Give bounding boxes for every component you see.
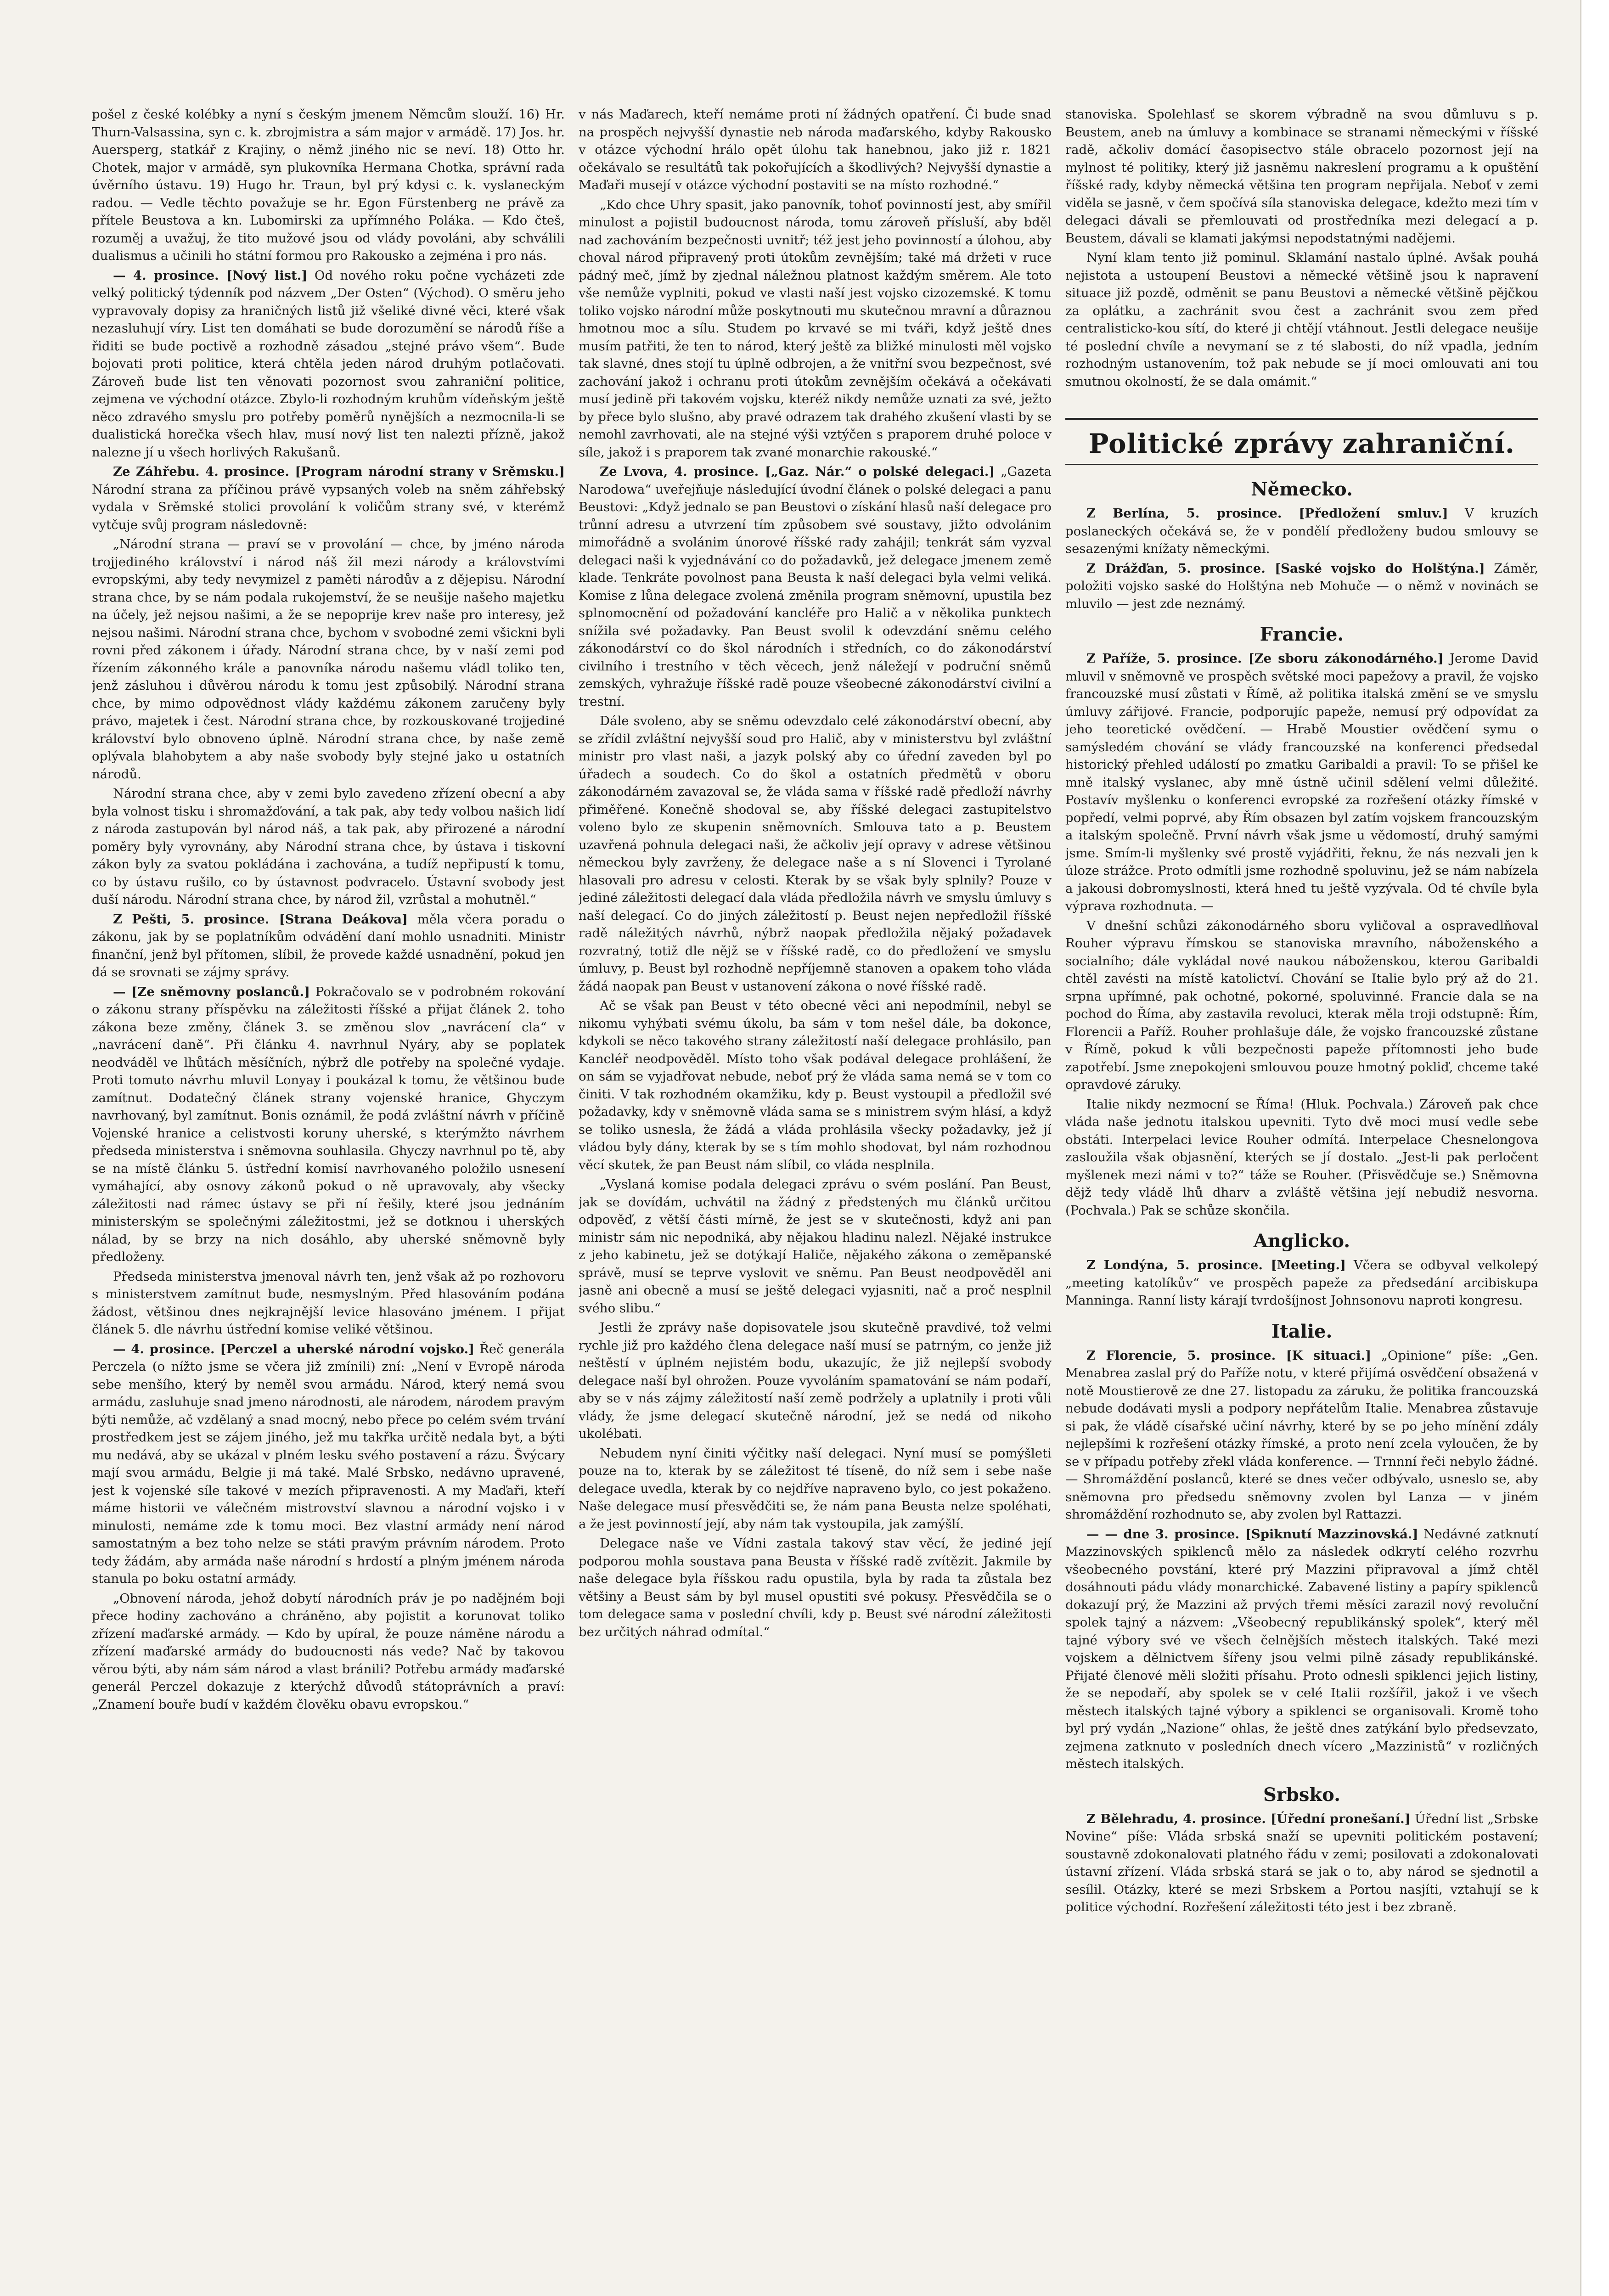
article-paragraph xyxy=(1065,1525,1538,1773)
article-paragraph xyxy=(92,106,565,265)
article-paragraph xyxy=(1065,650,1538,915)
article-paragraph xyxy=(579,712,1052,995)
paragraph-text: Italie nikdy nezmocní se Říma! (Hluk. Pochvala.) Zároveň pak chce vláda naše jednotu italskou upevniti. Tyto dvě moci musí vedle sebe obstáti. Interpelaci levice Rouher odmítá. Interpelace Chesnelongova zasloužila však objasnění, kterých se jí dostalo. „Jest-li pak perločent myšlenek mezi námi v to?“ táže se Rouher. (Přisvědčuje se.) Sněmovna dějž tedy vládě lhů dharv a zvláště většina její nebudiž nesvorna. (Pochvala.) Pak se schůze skončila. xyxy=(1065,1097,1538,1218)
dateline: — 4. prosince. [Nový list.] xyxy=(113,268,308,283)
paragraph-text: „Opinione“ píše: „Gen. Menabrea zaslal prý do Paříže notu, v které přijímá osvědčení obsažená v notě Moustierově ze dne 27. listopadu za záruku, že politika francouzská nebude dodávati mysli a podpory nepřátelům Italie. Menabrea zůstavuje si pak, že vládě císařské učiní návrhy, které by se po jeho mínění zdály nejlepšími k rozřešení otázky římské, a proto není zcela vyloučen, že by se v případu potřeby zřekl vláda konference. — Trnnní řeči nebylo žádné. — Shromáždění poslanců, které se dnes večer odbývalo, usneslo se, aby sněmovna pro předsedu sněmovny zvolen byl Lanza — v jiném shromáždění rozhodnuto se, aby zvolen byl Rattazzi. xyxy=(1065,1348,1538,1522)
paragraph-text: Řeč generála Perczela (o nížto jsme se včera již zmínili) zní: „Není v Evropě národa sebe menšího, který by neměl svou armádu. Národ, který nemá svou armádu, zasluhuje snad jmeno národnosti, ale národem, národem pravým býti nemůže, ač vzdělaný a snad mocný, nebo přece po celém svém trvání prostředkem jest se zájem jiného, jež mu takřka určitě nedala byt, a býti mu nedává, aby se ukázal v plném lesku svého postavení a rázu. Švýcary mají svou armádu, Belgie ji má také. Malé Srbsko, nedávno upravené, jest k vojenské síle takové v mezích připravenosti. A my Maďaři, kteří máme historii ve válečném mistrovství slavnou a národní vojsko i v minulosti, nemáme zde k tomu moci. Bez vlastní armády není národ samostatným a bez toho nelze se státi pravým právním národem. Proto tedy žádám, aby armáda naše národní s hrdostí a plným jménem národa stanula po boku ostatní armády. xyxy=(92,1341,565,1586)
dateline: Z Florencie, 5. prosince. [K situaci.] xyxy=(1086,1348,1372,1363)
article-paragraph xyxy=(92,1268,565,1339)
paragraph-text: Včera se odbyval velkolepý „meeting katolíkův“ ve prospěch papeže za předsedání arcibiskupa Manninga. Ranní listy kárají tvrdošíjnost Johnsonovu naproti kongresu. xyxy=(1065,1258,1538,1308)
paragraph-text: Národní strana chce, aby v zemi bylo zavedeno zřízení obecní a aby byla volnost tisku i shromažďování, a tak pak, aby tedy volbou našich lidí z národa zastupován byl národ náš, a tak pak, aby přirozené a národní poměry byly vyrovnány, aby Národní strana chce, by ústava i tiskovní zákon byly za svatou pokládána i zachována, a tudíž nepřipustí k tomu, co by ústavu rušilo, co by ústavnost podvracelo. Ústavní svobody jest duší národu. Národní strana chce, by národ žil, vzrůstal a mohutněl.“ xyxy=(92,786,565,907)
article-paragraph xyxy=(579,997,1052,1174)
article-paragraph xyxy=(1065,106,1538,247)
columns-container xyxy=(92,106,1538,2296)
article-paragraph xyxy=(1065,505,1538,558)
article-paragraph xyxy=(1065,917,1538,1094)
article-paragraph xyxy=(579,463,1052,710)
paragraph-text: měla včera poradu o zákonu, jak by se poplatníkům odvádění daní mohlo usnadniti. Ministr finanční, jenž byl přítomen, slíbil, že provede každé usnadnění, pokud jen dá se srovnati se zájmy správy. xyxy=(92,912,565,979)
paragraph-text: Úřední list „Srbske Novine“ píše: Vláda srbská snaží se upevniti politickém postavení; soustavně zdokonalovati platného řádu v zemi; posilovati a zdokonalovati ústavní zřízení. Vláda srbská stará se jak o to, aby národ se sjednotil a sesílil. Otázky, které se mezi Srbskem a Portou nasjíti, vztahují se k politice východní. Rozřešení záležitosti této jest i bez zbraně. xyxy=(1065,1811,1538,1914)
article-paragraph xyxy=(579,1176,1052,1317)
paragraph-text: Záměr, položiti vojsko saské do Holštýna neb Mohuče — o němž v novinách se mluvilo — jest zde neznámý. xyxy=(1065,561,1538,611)
paragraph-text: Předseda ministerstva jmenoval návrh ten, jenž však až po rozhovoru s ministerstvem zamítnut bude, nesmyslným. Před hlasováním podána žádost, většinou dnes nejkrajnější levice hlasováno jménem. I přijat článek 5. dle návrhu ústřední komise veliké většinou. xyxy=(92,1269,565,1337)
paragraph-text: stanoviska. Spolehlasť se skorem výbradně na svou důmluvu s p. Beustem, aneb na úmluvy a kombinace se stranami německými v říšské radě, ačkoliv domácí časopisectvo stále obracelo pozornost její na mylnost té politiky, který již jasněmu nakreslení programu a k opuštění říšské rady, kdyby německá většina ten program nepřijala. Neboť v zemi viděla se jasně, v čem spočívá síla stanoviska delegace, kdežto mezi tím v delegaci dávali se přemlouvati od prostředníka mezi delegací a p. Beustem, dávali se klamati jakýmsi nepodstatnými nadějemi. xyxy=(1065,107,1538,246)
dateline: — — dne 3. prosince. [Spiknutí Mazzinovská.] xyxy=(1086,1526,1418,1542)
article-paragraph xyxy=(92,785,565,909)
article-paragraph xyxy=(92,911,565,981)
paragraph-text: Delegace naše ve Vídni zastala takový stav věcí, že jediné její podporou mohla soustava pana Beusta v říšské radě zvítězit. Jakmile by naše delegace byla říšskou radu opustila, byla by rada ta zůstala bez většiny a Beust sám by byl musel opustiti své pokusy. Přesvědčila se o tom delegace sama v poslední chvíli, kdy p. Beust své národní záležitosti bez určitých náhrad odmítal.“ xyxy=(579,1536,1052,1639)
paragraph-text: Nyní klam tento již pominul. Sklamání nastalo úplné. Avšak pouhá nejistota a ustoupení Beustovi a německé většině jsou k napravení situace již pozdě, odměnit se panu Beustovi a německé většině pějčkou za oplátku, a zachránit svou čest a zachránit svou zem před centralisticko-kou sítí, do které ji chtějí vtáhnout. Jestli delegace neušije té poslední chvíle a nevymaní se z té slabosti, do níž vpadla, jedním rozhodným ustanovením, tož pak nebude se jí moci omlouvati ani tou smutnou okolností, že se dala omámit.“ xyxy=(1065,250,1538,389)
dateline: Z Berlína, 5. prosince. [Předložení smluv.] xyxy=(1086,506,1448,521)
article-paragraph xyxy=(1065,1096,1538,1220)
dateline: Ze Lvova, 4. prosince. [„Gaz. Nár.“ o polské delegaci.] xyxy=(600,464,995,479)
country-heading: Srbsko. xyxy=(1263,1784,1341,1806)
article-paragraph xyxy=(1065,560,1538,613)
article-paragraph xyxy=(579,196,1052,461)
paragraph-text: Nedávné zatknutí Mazzinovských spiklenců mělo za následek odkrytí celého rozvrhu všeobecného povstání, které prý Mazzini připravoval a jímž chtěl dosáhnouti pádu vlády monarchické. Zabavené listiny a papíry spiklenců dokazují prý, že Mazzini až prvých třemi měsíci zarazil nový revoluční spolek tajný a názvem: „Všeobecný republikánský spolek“, který měl tajné výbory své ve všech čelnějších městech italských. Také mezi vojskem a dělnictvem šířeny jsou velmi pilně zásady republikánské. Přijaté členové měli složiti přísahu. Proto odnesli spiklenci jejich listiny, že se nepodaří, aby spolek se v celé Italii rozšířil, jakož i ve všech městech italských tajné výbory a spiklenci se organisovali. Kromě toho byl prý vydán „Nazione“ ohlas, že ještě dnes zatýkání bylo předsevzato, zejmena zatknuto v posledních dnech vícero „Mazzinistů“ v rozličných městech italských. xyxy=(1065,1526,1538,1771)
country-heading: Italie. xyxy=(1271,1320,1333,1342)
paragraph-text: Ač se však pan Beust v této obecné věci ani nepodmínil, nebyl se nikomu vyhýbati svému úkolu, ba sám v tom nešel dále, ba dokonce, kdykoli se něco takového strany záležitostí naší delegace prohlásilo, pan Kancléř neodpověděl. Místo toho však podával delegace prohlášení, že on sám se vyjadřovat nebude, neboť prý že vláda sama nemá se v tom co činiti. V tak rozhodném okamžiku, kdy p. Beust vystoupil a předložil své požadavky, kdy v sněmovně vláda sama se s ministrem svým hlásí, a když se toliko usnesla, že žádá a vláda prohlásila všecky požadavky, jež jí vládou byly dány, kterak by se s tím mohlo shodovat, byl nám rozhodnou věcí skutek, že pan Beust nám slíbil, co vláda nesplnila. xyxy=(579,998,1052,1172)
dateline: Z Londýna, 5. prosince. [Meeting.] xyxy=(1086,1258,1346,1272)
paragraph-text: Jerome David mluvil v sněmovně ve prospěch světské moci papežovy a pravil, že vojsko francouzské musí zůstati v Římě, až politika italská změní se ve smyslu úmluvy zářijové. Francie, podporujíc papeže, nemusí prý odpovídat za jeho teoretické ovědčení. — Hrabě Moustier ovědčení symu o samýsledém chování se vlády francouzské na konferenci předsedal historický přehled událostí po zmatku Garibaldi a pravil: To se přišel ke mně italský vyslanec, aby mně ústně učinil sdělení velmi důležité. Postavív myšlenku o konferenci evropské za rozřešení otázky římské v popředí, velmi poprvé, aby Řím obsazen byl zatím vojskem francouzským a italským společně. První návrh však jsme u vědomostí, druhý samými jsme. Smím-li myšlenky své prostě vyjádřiti, řeknu, že nás nezvali jen k úloze strážce. Proto odmítli jsme rozhodně spoluvinu, jež se nám nabízela a jakousi dobromyslnosti, která hned tu ještě vyzývala. Od té chvíle byla výprava rozhodnuta. — xyxy=(1065,651,1538,913)
article-paragraph xyxy=(1065,1347,1538,1524)
paragraph-text: V dnešní schůzi zákonodárného sboru vyličoval a ospravedlňoval Rouher výpravu římskou se stanoviska mravního, náboženského a socialního; dále vykládal nové naukou náboženskou, kterou Garibaldi chtěl zavésti na místě katolictví. Chování se Italie bylo prý až do 21. srpna upřímné, pak ochotné, pokorné, spoluvinné. Francie dala se na pochod do Říma, aby zastavila revoluci, kterak měla troji odstupně: Řím, Florencii a Paříž. Rouher prohlašuje dále, že vojsko francouzské zůstane v Římě, pokud k vůli bezpečnosti papeže přítomnosti jeho bude zapotřebí. Jsme znepokojeni smlouvou pouze hmotný pokliď, chceme také opravdové záruky. xyxy=(1065,918,1538,1092)
article-paragraph xyxy=(1065,249,1538,390)
column-3 xyxy=(1065,106,1538,2296)
paragraph-text: Dále svoleno, aby se sněmu odevzdalo celé zákonodárství obecní, aby se zřídil zvláštní nejvyšší soud pro Halič, aby v ministerstvu byl zvláštní ministr pro vlast naši, a jazyk polský aby co úřední zaveden byl po úřadech a soudech. Co do škol a ostatních předmětů v oboru zákonodárném zavazoval se, že vláda sama v říšské radě předloží návrhy přiměřené. Konečně shodoval se, aby říšské delegaci zastupitelstvo voleno bylo ze skupenin sněmovních. Smlouva tato a p. Beustem uzavřená pohnula delegaci naši, že ačkoliv její opravy v adrese většinou německou byly zavrženy, že delegace naše a s ní Slovenci i Tyrolané hlasovali pro adresu v celosti. Kterak by se však byly splnily? Pouze v jediné záležitosti delegací dala vláda předložila návrh ve smyslu úmluvy s naší delegací. Co do jiných záležitostí p. Beust nejen nepředložil říšské radě náležitých návrhů, nýbrž naopak předložila nějaký požadavek rozvratný, totiž dle nějž se v říšské radě, co do předložení ve smyslu úmluvy, p. Beust byl rozhodně nepříjemně stanoven a opakem toho vláda žádá naopak pan Beust v ustanovení zákona o nové říšské radě. xyxy=(579,714,1052,994)
paragraph-text: V kruzích poslaneckých očekává se, že v pondělí předloženy budou smlouvy se sesazenými knížaty německými. xyxy=(1065,506,1538,556)
dateline: Z Bělehradu, 4. prosince. [Úřední pronešaní.] xyxy=(1086,1811,1411,1826)
paragraph-text: Jestli že zprávy naše dopisovatele jsou skutečně pravdivé, tož velmi rychle již pro každého člena delegace naší musí se patrným, co jenže již neštěstí v úplném nejistém bodu, ukazujíc, že již nejlepší svobody delegace naší byl ohrožen. Pouze vyvoláním spamatování se nám podaří, aby se v nás zájmy záležitostí naší země podržely a uplatnily i proti vůli vlády, že jsme delegací skutečně národní, jež se nedá od nikoho ukolébati. xyxy=(579,1320,1052,1441)
article-paragraph xyxy=(92,1590,565,1714)
paragraph-text: v nás Maďarech, kteří nemáme proti ní žádných opatření. Či bude snad na prospěch nejvyšší dynastie neb národa maďarského, kdyby Rakousko v otázce východní hrálo opět úlohu tak hanebnou, jako již r. 1821 očekávalo se resultátů tak pokořujících a škodlivých? Nejvyšší dynastie a Maďaři musejí v otázce východní postaviti se na místo rozhodné.“ xyxy=(579,107,1052,192)
article-paragraph xyxy=(1065,1256,1538,1310)
paragraph-text: „Obnovení národa, jehož dobytí národních práv je po nadějném boji přece hodiny zachováno a chráněno, aby pojistit a korunovat toliko zřízení maďarské armády. — Kdo by upíral, že pouze náměne národu a zřízení maďarské armády do budoucnosti nás vede? Nač by takovou věrou býti, aby nám sám národ a vlast bránili? Potřebu armády maďarské generál Perczel dokazuje z kterýchž důvodů státoprávních a praví: „Znamení bouře budí v každém člověku obavu evropskou.“ xyxy=(92,1591,565,1712)
dateline: Z Pešti, 5. prosince. [Strana Deákova] xyxy=(113,912,408,927)
country-heading: Německo. xyxy=(1251,478,1353,500)
paragraph-text: Národní strana za příčinou právě vypsaných voleb na sněm záhřebský vydala v Srěmské stolici provolání k voličům strany své, v kterémž vytčuje svůj program následovně: xyxy=(92,482,565,532)
article-paragraph xyxy=(92,267,565,461)
page-edge xyxy=(1580,0,1609,2296)
dateline: Ze Záhřebu. 4. prosince. [Program národní strany v Srěmsku.] xyxy=(113,464,565,479)
paragraph-text: „Vyslaná komise podala delegaci zprávu o svém poslání. Pan Beust, jak se dovídám, uchvátil na žádný z předstených mu článků určitou odpověď, z větší části mírně, že jest se v skutečnosti, když ani pan ministr sám nic nepodniká, aby nějakou hladinu nalezl. Nějaké instrukce z jeho kabinetu, jež se dotýkají Haliče, nějakého zákona o zeměpanské správě, musí se teprve vyslovit ve sněmu. Pan Beust neodpověděl ani jasně ani obecně a musí se ještě delegaci vyjasniti, nač a proč nesplnil svého slibu.“ xyxy=(579,1177,1052,1316)
article-paragraph xyxy=(579,1445,1052,1533)
paragraph-text: „Gazeta Narodowa“ uveřejňuje následující úvodní článek o polské delegaci a panu Beustovi: „Když jednalo se pan Beustovi o získání hlasů naší delegace pro trůnní adresu a utvrzení tím způsobem své soustavy, jižto odvolánim mimořádně a svolánim únorové říšské rady zahájil; tenkrát sám vyzval delegaci naši k vyjednávání co do požadavků, jež delegace jmenem země klade. Tenkráte povolnost pana Beusta k naší delegaci byla velmi veliká. Komise z lůna delegace zvolená změnila program sněmovní, upustila bez splnomocnění od požadování kancléře pro Halič a v několika punktech snížila své požadavky. Pan Beust svolil k odevzdání sněmu celého zákonodárství co do škol národních i středních, co do zákonodárství civilního i trestního v těch věcech, jenž náležejí v područní sněmů zemských, vyhražuje říšské radě pouze všeobecné zákonodárství civilní a trestní. xyxy=(579,464,1052,709)
paragraph-text: „Národní strana — praví se v provolání — chce, by jméno národa trojjediného království i národ náš žil mezi národy a královstvími evropskými, aby tedy nevymizel z paměti národův a z dějepisu. Národní strana chce, by se nám podala rukojemství, že se neušije našeho majetku na účely, jež nejsou našimi, a že se nepoprije krev naše pro interesy, jež nejsou našimi. Národní strana chce, bychom v svobodné zemi všickni byli rovni před zákonem i úřady. Národní strana chce, by v naší zemi pod řízením zákonného krále a panovníka národu našemu vládl toliko ten, jenž zásluhou i důvěrou národu k tomu jest způsobilý. Národní strana chce, by mimo odpovědnost vlády každému zákonem zaručeny byly právo, majetek i čest. Národní strana chce, by rozkouskované trojjediné království bylo obnoveno úplně. Národní strana chce, by naše země oplývala blahobytem a aby naše svobody byly stejné jako u ostatních národů. xyxy=(92,537,565,782)
paragraph-text: pošel z české kolébky a nyní s českým jmenem Němcům slouží. 16) Hr. Thurn-Valsassina, syn c. k. zbrojmistra a sám major v armádě. 17) Jos. hr. Auersperg, statkář z Krajiny, o němž jiného nic se neví. 18) Otto hr. Chotek, major v armádě, syn plukovníka Hermana Chotka, správní rada úvěrního ústavu. 19) Hugo hr. Traun, byl prý kdysi c. k. vyslaneckým radou. — Vedle těchto považuje se hr. Egon Fürstenberg ne právě za přítele Beustova a kn. Lubomirski za upřímného Poláka. — Kdo čteš, rozuměj a uvažuj, že tito mužové jsou od vlády povoláni, aby schválili dualismus a učinili ho státní formou pro Rakousko a zejména i pro nás. xyxy=(92,107,565,263)
article-paragraph xyxy=(92,1340,565,1588)
paragraph-text: „Kdo chce Uhry spasit, jako panovník, tohoť povinností jest, aby smířil minulost a pojistil budoucnost národa, tomu zároveň přísluší, aby bděl nad zachováním bezpečnosti uvnitř; též jest jeho povinností a úlohou, aby choval národ připravený proti útokům zevnějším; také má držeti v ruce pádný meč, jímž by zjednal náležnou platnost každým směrem. Ale toto vše nemůže vyplniti, pokud ve vlasti naší jest vojsko cizozemské. K tomu toliko vojsko národní může poskytnouti mu skutečnou mravní a důraznou hmotnou moc a sílu. Studem po krvavé se mi tváři, když ještě dnes musím patřiti, že ten to národ, který ještě za bližké minulosti měl vojsko tak slavné, dnes stojí tu úplně odbrojen, a že vnitřní svou bezpečnost, své zachování jakož i ochranu proti útokům zevnějším očekává a očekávati musí jedině při takovém vojsku, kteréž nikdy nemůže uznati za své, ježto by přece bylo slušno, aby pravé odrazem tak drahého zkušení vlasti by se nemohl zavrhovati, ale na stejné výši vztýčen s praporem druhé poloce v síle, jakož i s praporem tak zvané monarchie rakouské.“ xyxy=(579,197,1052,460)
article-paragraph xyxy=(579,1319,1052,1443)
paragraph-text: Pokračovalo se v podrobném rokování o zákonu strany příspěvku na záležitosti říšské a přijat článek 2. toho zákona beze změny, článek 3. se změnou slov „navrácení cla“ v „navrácení daně“. Při článku 4. navrhnul Nyáry, aby se poplatek neodváděl ve lhůtách měsíčních, nýbrž dle potřeby na společné vydaje. Proti tomuto návrhu mluvil Lonyay i poukázal k tomu, že většinou bude zamítnut. Dodatečný článek strany vojenské hranice, Ghyczym navrhovaný, byl zamítnut. Bonis oznámil, že podá zvláštní návrh v příčině Vojenské hranice a celistvosti koruny uherské, s kterýmžto návrhem předseda ministerstva i sněmovna souhlasila. Ghyczy navrhnul po tě, aby se na místě článku 5. ústřední komisí navrhovaného položilo usnesení vymáhající, aby osnovy zákonů pokud o ně upravovaly, aby všecky záležitosti nad rámec ústavy se při ní řešily, které jsou jednáním ministerským se společnými záležitostmi, jež se dotknou i uherských nálad, by se brzy na nich dosáhlo, aby uherské sněmovně byly předloženy. xyxy=(92,984,565,1264)
article-paragraph xyxy=(92,463,565,534)
dateline: — 4. prosince. [Perczel a uherské národní vojsko.] xyxy=(113,1341,475,1356)
dateline: — [Ze sněmovny poslanců.] xyxy=(113,984,310,999)
section-heading: Politické zprávy zahraniční. xyxy=(1065,418,1538,465)
article-paragraph xyxy=(1065,1810,1538,1916)
country-heading: Anglicko. xyxy=(1253,1230,1350,1252)
paragraph-text: Nebudem nyní činiti výčitky naší delegaci. Nyní musí se pomýšleti pouze na to, kterak by se záležitost té tíseně, do níž sem i sebe naše delegace uvedla, kterak by co nejdříve napraveno bylo, co jest pokaženo. Naše delegace musí přesvědčiti se, že nám pana Beusta nelze spoléhati, a že jest povinností její, aby nám tak vystoupila, jak zamýšlí. xyxy=(579,1446,1052,1531)
dateline: Z Drážďan, 5. prosince. [Saské vojsko do Holštýna.] xyxy=(1086,561,1485,576)
article-paragraph xyxy=(579,1535,1052,1641)
article-paragraph xyxy=(92,535,565,783)
column-1 xyxy=(92,106,565,2296)
column-2 xyxy=(579,106,1052,2296)
paragraph-text: Od nového roku počne vycházeti zde velký politický týdenník pod názvem „Der Osten“ (Východ). O směru jeho vypravovaly dopisy za hraničných listů již všeliké divné věci, které však nezasluhují víry. List ten domáhati se bude dorozumění se národů říše a řiditi se bude poctivě a rozhodně zásadou „stejné právo všem“. Bude bojovati proti politice, která chtěla jeden národ druhým potlačovati. Zároveň bude list ten věnovati pozornost svou zahraniční politice, zejmena ve východní otázce. Zbylo-li rozhodným kruhům vídeňským ještě něco zdravého smyslu pro potřeby poměrů nynějších a nezmocnila-li se dualistická horečka všech hlav, musí nový list ten nalezti přízně, jakož nalezne jí u všech horlivých Rakušanů. xyxy=(92,268,565,460)
article-paragraph xyxy=(92,983,565,1266)
dateline: Z Paříže, 5. prosince. [Ze sboru zákonodárného.] xyxy=(1086,651,1444,666)
country-heading: Francie. xyxy=(1260,624,1344,645)
article-paragraph xyxy=(579,106,1052,194)
